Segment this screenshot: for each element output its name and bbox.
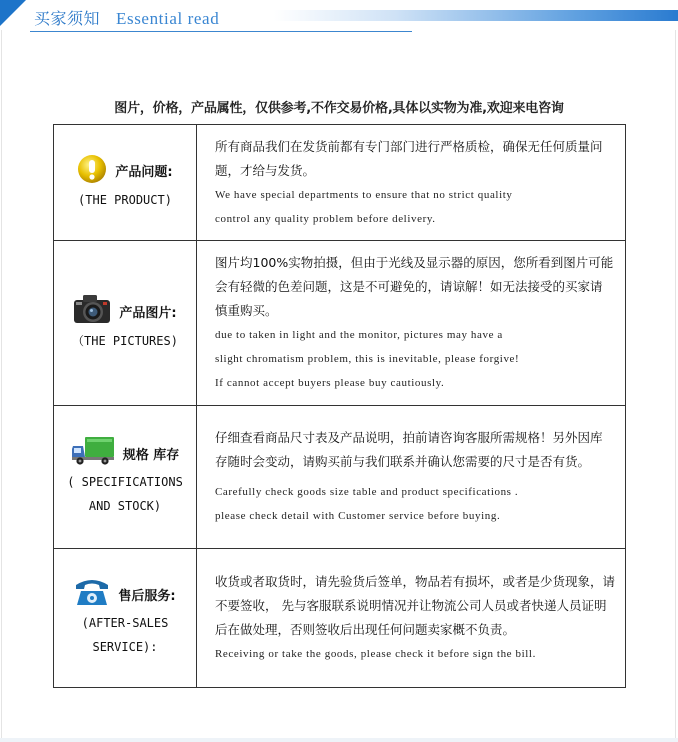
header-title-en: Essential read: [116, 9, 220, 28]
camera-icon: [73, 293, 111, 329]
exclamation-icon: [77, 154, 107, 188]
label-cn: 产品问题:: [115, 165, 173, 180]
desc-cn-line: 题，才给与发货。: [215, 162, 316, 178]
label-cn: 规格 库存: [122, 447, 180, 463]
header-title: [34, 6, 219, 31]
label-cell: [54, 549, 197, 688]
truck-icon: [71, 436, 115, 470]
table-row: [54, 241, 626, 406]
table-row: [54, 549, 626, 688]
desc-en-line: control any quality problem before delivery.: [215, 212, 436, 225]
desc-en-line: slight chromatism problem, this is inevitable, please forgive!: [215, 353, 520, 365]
info-table: [53, 124, 626, 688]
desc-cn-line: 收货或者取货时，请先验货后签单，物品若有损坏，或者是少货现象，请: [215, 574, 616, 589]
table-row: [54, 406, 626, 549]
header-underline: [30, 31, 412, 32]
desc-en-line: Carefully check goods size table and product specifications .: [215, 486, 519, 498]
table-row: [54, 125, 626, 241]
label-en: (THE PRODUCT): [78, 192, 172, 207]
desc-cn-line: 仔细查看商品尺寸表及产品说明，拍前请咨询客服所需规格！另外因库: [215, 430, 603, 445]
left-border: [1, 30, 2, 742]
desc-cn-line: 慎重购买。: [215, 303, 278, 318]
desc-cn-line: 存随时会变动，请购买前与我们联系并确认您需要的尺寸是否有货。: [215, 454, 591, 469]
label-en: SERVICE):: [92, 640, 158, 654]
desc-cn-line: 会有轻微的色差问题，这是不可避免的，请谅解！如无法接受的买家请: [215, 279, 603, 294]
description-cell: [197, 125, 626, 241]
header-banner: [0, 0, 678, 40]
label-cn: 产品图片:: [119, 305, 177, 321]
desc-en-line: please check detail with Customer service before buying.: [215, 510, 501, 522]
description-cell: [197, 406, 626, 549]
header-gradient-bar: [274, 10, 678, 21]
label-en: AND STOCK): [88, 499, 162, 513]
header-corner-triangle: [0, 0, 26, 26]
label-en: ( SPECIFICATIONS: [67, 475, 183, 489]
desc-en-line: We have special departments to ensure that no strict quality: [215, 188, 513, 201]
label-en: (AFTER-SALES: [81, 616, 169, 630]
label-cell: [54, 241, 197, 406]
telephone-icon: [74, 577, 110, 611]
desc-cn-line: 所有商品我们在发货前都有专门部门进行严格质检，确保无任何质量问: [215, 138, 603, 154]
desc-cn-line: 后在做处理，否则签收后出现任何问题卖家概不负责。: [215, 622, 516, 637]
right-border: [675, 30, 676, 742]
desc-en-line: Receiving or take the goods, please check it before sign the bill.: [215, 648, 536, 660]
description-cell: [197, 241, 626, 406]
label-cell: [54, 125, 197, 241]
bottom-strip: [0, 738, 678, 742]
desc-cn-line: 图片均100%实物拍摄，但由于光线及显示器的原因，您所看到图片可能: [215, 255, 614, 270]
label-cell: [54, 406, 197, 549]
notice-text: 图片，价格，产品属性，仅供参考,不作交易价格,具体以实物为准,欢迎来电咨询: [114, 101, 564, 116]
desc-en-line: If cannot accept buyers please buy cautiously.: [215, 377, 445, 389]
label-cn: 售后服务:: [118, 588, 176, 604]
description-cell: [197, 549, 626, 688]
label-en: （THE PICTURES): [72, 334, 178, 348]
desc-en-line: due to taken in light and the monitor, pictures may have a: [215, 329, 503, 341]
desc-cn-line: 不要签收， 先与客服联系说明情况并让物流公司人员或者快递人员证明: [215, 598, 607, 613]
header-title-cn: 买家须知: [34, 9, 101, 28]
